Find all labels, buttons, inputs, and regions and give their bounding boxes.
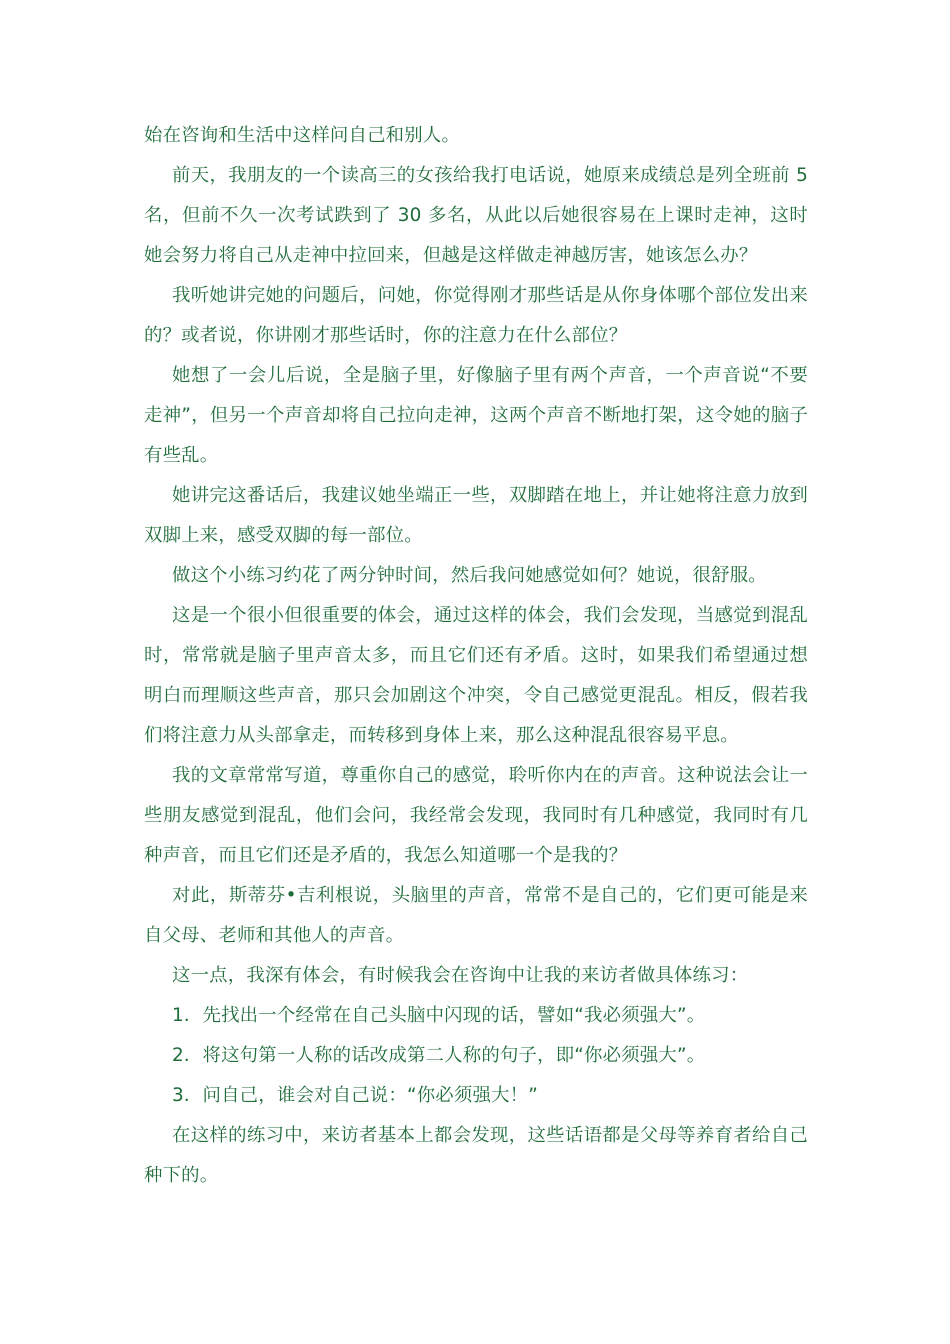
paragraph-question: 我听她讲完她的问题后，问她，你觉得刚才那些话是从你身体哪个部位发出来的？或者说，你讲刚才那些话时，你的注意力在什么部位？: [144, 285, 808, 346]
paragraph-suggestion: 她讲完这番话后，我建议她坐端正一些，双脚踏在地上，并让她将注意力放到双脚上来，感受双脚的每一部位。: [144, 485, 808, 546]
paragraph-insight: 这是一个很小但很重要的体会，通过这样的体会，我们会发现，当感觉到混乱时，常常就是脑子里声音太多，而且它们还有矛盾。这时，如果我们希望通过想明白而理顺这些声音，那只会加剧这个冲突，令自己感觉更混乱。相反，假若我们将注意力从头部拿走，而转移到身体上来，那么这种混乱很容易平息。: [144, 605, 808, 746]
list-item-step-1: 1．先找出一个经常在自己头脑中闪现的话，譬如“我必须强大”。: [172, 1005, 706, 1026]
document-body: [144, 116, 808, 1196]
list-item-step-2: 2．将这句第一人称的话改成第二人称的句子，即“你必须强大”。: [172, 1045, 706, 1066]
paragraph-continued: 始在咨询和生活中这样问自己和别人。: [144, 125, 461, 146]
paragraph-inner-voice: 我的文章常常写道，尊重你自己的感觉，聆听你内在的声音。这种说法会让一些朋友感觉到混乱，他们会问，我经常会发现，我同时有几种感觉，我同时有几种声音，而且它们还是矛盾的，我怎么知道哪一个是我的？: [144, 765, 808, 866]
paragraph-practice-intro: 这一点，我深有体会，有时候我会在咨询中让我的来访者做具体练习：: [172, 965, 749, 986]
list-item-step-3: 3．问自己，谁会对自己说：“你必须强大！”: [172, 1085, 538, 1106]
paragraph-gilligan: 对此，斯蒂芬•吉利根说，头脑里的声音，常常不是自己的，它们更可能是来自父母、老师和其他人的声音。: [144, 885, 808, 946]
paragraph-exercise-result: 做这个小练习约花了两分钟时间，然后我问她感觉如何？她说，很舒服。: [172, 565, 767, 586]
paragraph-phone-call: 前天，我朋友的一个读高三的女孩给我打电话说，她原来成绩总是列全班前 5 名，但前不久一次考试跌到了 30 多名，从此以后她很容易在上课时走神，这时她会努力将自己从走神中拉回来，但越是这样做走神越厉害，她该怎么办？: [144, 165, 808, 266]
paragraph-conclusion: 在这样的练习中，来访者基本上都会发现，这些话语都是父母等养育者给自己种下的。: [144, 1125, 808, 1186]
paragraph-two-voices: 她想了一会儿后说，全是脑子里，好像脑子里有两个声音，一个声音说“不要走神”，但另一个声音却将自己拉向走神，这两个声音不断地打架，这令她的脑子有些乱。: [144, 365, 808, 466]
